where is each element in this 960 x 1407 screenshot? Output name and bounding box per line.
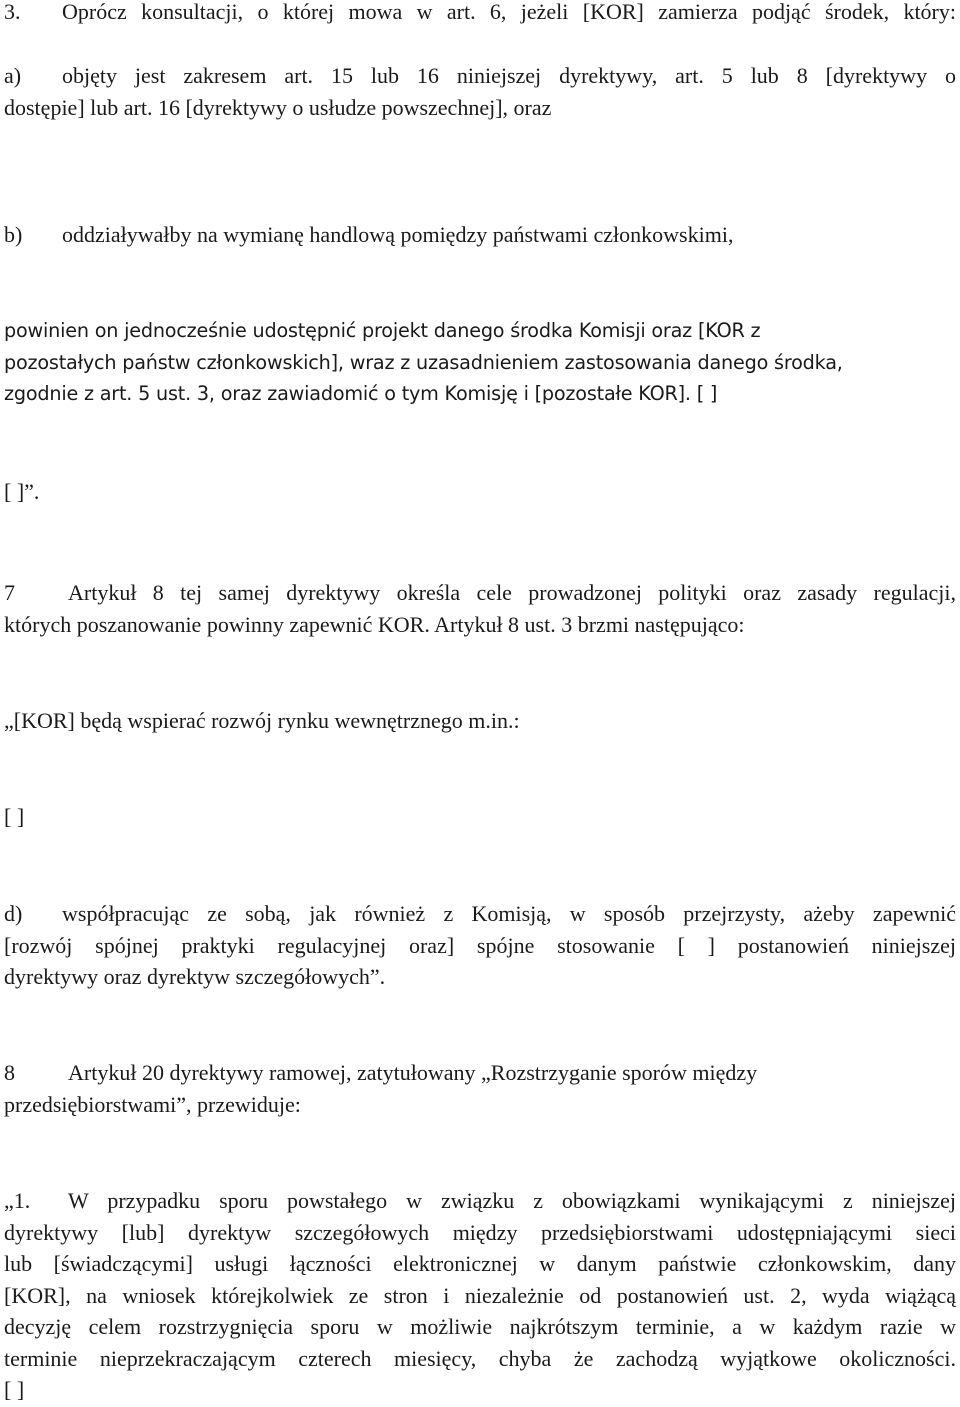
quote-1-line-7: [ ] xyxy=(4,1377,25,1402)
quote-1-label: „1. xyxy=(4,1188,31,1213)
ellipsis xyxy=(4,801,956,833)
paragraph-powinien xyxy=(4,315,956,410)
quote-1 xyxy=(4,1185,956,1406)
quote-1-line-6: terminie nieprzekraczającym czterech miesięcy, chyba że zachodzą wyjątkowe okoliczności. xyxy=(4,1345,956,1371)
paragraph-3-text: Oprócz konsultacji, o której mowa w art. 6, jeżeli [KOR] zamierza podjąć środek, który: xyxy=(62,0,956,24)
item-d-line-2: [rozwój spójnej praktyki regulacyjnej oraz] spójne stosowanie [ ] postanowień niniejszej xyxy=(4,932,956,958)
footnote-7-text-1: Artykuł 8 tej samej dyrektywy określa cele prowadzonej polityki oraz zasady regulacji, xyxy=(68,580,956,605)
item-d xyxy=(4,898,956,993)
footnote-7-line-1 xyxy=(4,577,956,609)
item-d-line-3: dyrektywy oraz dyrektyw szczegółowych”. xyxy=(4,964,386,989)
item-b-label: b) xyxy=(4,222,23,247)
quote-kor-text: „[KOR] będą wspierać rozwój rynku wewnętrznego m.in.: xyxy=(4,708,520,733)
footnote-7-line-2: których poszanowanie powinny zapewnić KOR. Artykuł 8 ust. 3 brzmi następująco: xyxy=(4,611,745,637)
footnote-8-line-2: przedsiębiorstwami”, przewiduje: xyxy=(4,1091,301,1117)
ellipsis-quote-end xyxy=(4,476,956,508)
item-d-label: d) xyxy=(4,901,23,926)
item-b-text: oddziaływałby na wymianę handlową pomiędzy państwami członkowskimi, xyxy=(62,222,734,247)
quote-1-text-1: W przypadku sporu powstałego w związku z obowiązkami wynikającymi z niniejszej xyxy=(68,1188,956,1213)
footnote-7 xyxy=(4,577,956,640)
quote-kor xyxy=(4,705,956,737)
quote-1-line-1 xyxy=(4,1185,956,1217)
paragraph-powinien-line-1: powinien on jednocześnie udostępnić projekt danego środka Komisji oraz [KOR z xyxy=(4,319,761,342)
paragraph-3-label: 3. xyxy=(4,0,21,24)
quote-1-line-3: lub [świadczącymi] usługi łączności elektronicznej w danym państwie członkowskim, dany xyxy=(4,1251,956,1276)
item-b xyxy=(4,219,956,251)
ellipsis-quote-end-text: [ ]”. xyxy=(4,479,40,504)
item-d-text-1: współpracując ze sobą, jak również z Komisją, w sposób przejrzysty, ażeby zapewnić xyxy=(62,901,956,926)
paragraph-powinien-line-2: pozostałych państw członkowskich], wraz z uzasadnieniem zastosowania danego środka, xyxy=(4,350,843,374)
footnote-8 xyxy=(4,1057,956,1120)
quote-1-line-4: [KOR], na wniosek którejkolwiek ze stron i niezależnie od postanowień ust. 2, wyda wiążącą xyxy=(4,1282,956,1308)
paragraph-3 xyxy=(4,0,956,28)
ellipsis-text: [ ] xyxy=(4,804,25,829)
item-d-line-1 xyxy=(4,898,956,930)
footnote-8-text-1: Artykuł 20 dyrektywy ramowej, zatytułowany „Rozstrzyganie sporów między xyxy=(68,1060,758,1085)
paragraph-powinien-line-3: zgodnie z art. 5 ust. 3, oraz zawiadomić o tym Komisję i [pozostałe KOR]. [ ] xyxy=(4,382,718,405)
item-a-label: a) xyxy=(4,63,22,88)
quote-1-line-5: decyzję celem rozstrzygnięcia sporu w możliwie najkrótszym terminie, a w każdym razie w xyxy=(4,1314,956,1339)
footnote-8-label: 8 xyxy=(4,1060,15,1085)
item-a-line-2: dostępie] lub art. 16 [dyrektywy o usłudze powszechnej], oraz xyxy=(4,94,552,120)
item-a-text-1: objęty jest zakresem art. 15 lub 16 niniejszej dyrektywy, art. 5 lub 8 [dyrektywy o xyxy=(62,63,956,88)
item-a xyxy=(4,60,956,123)
footnote-7-label: 7 xyxy=(4,580,15,605)
quote-1-line-2: dyrektywy [lub] dyrektyw szczegółowych między przedsiębiorstwami udostępniającymi sieci xyxy=(4,1219,956,1245)
paragraph-3-line xyxy=(4,0,956,28)
item-a-line-1 xyxy=(4,60,956,92)
